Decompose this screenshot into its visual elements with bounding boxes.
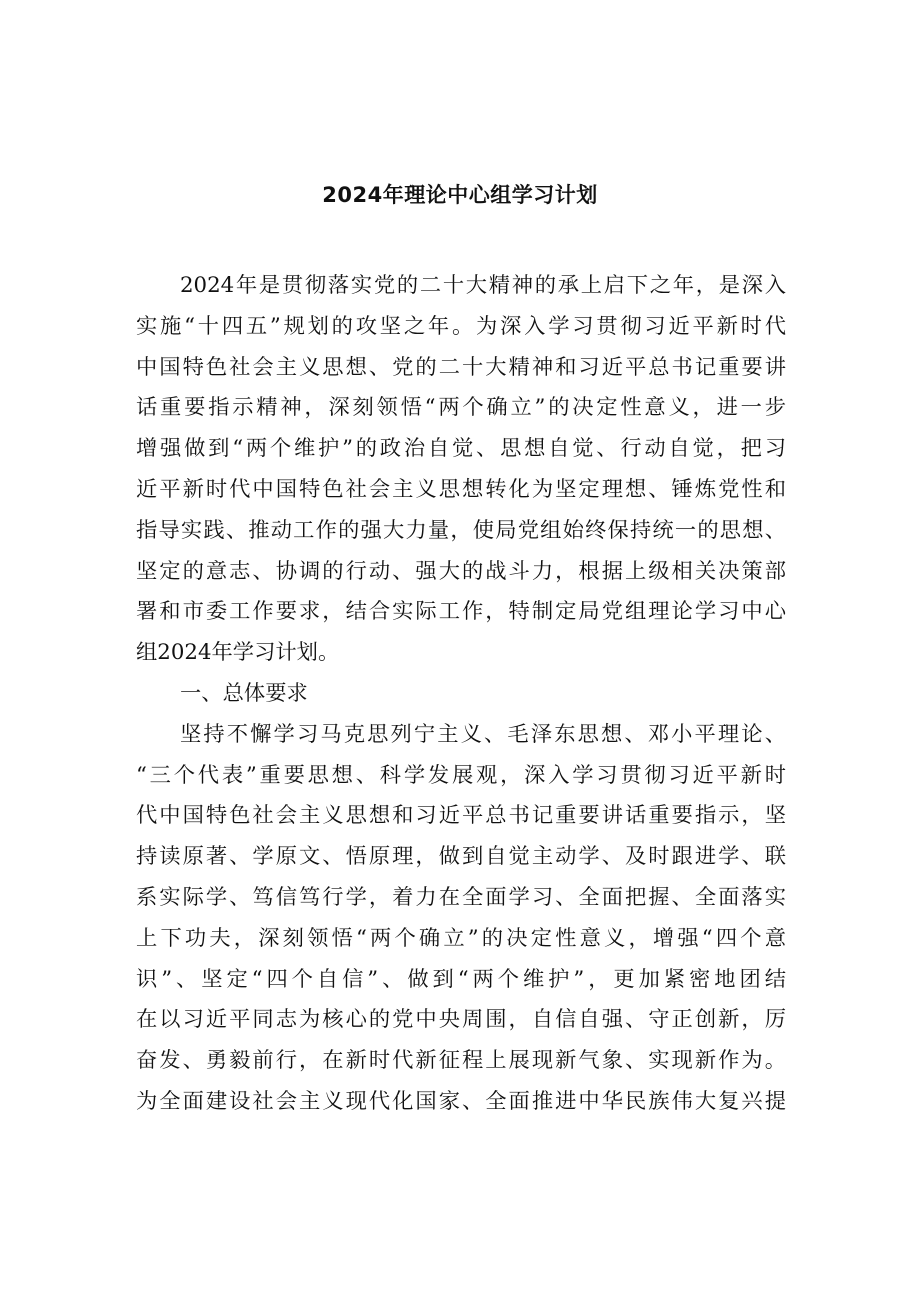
intro-line: 2024年是贯彻落实党的二十大精神的承上启下之年，是深入 <box>180 273 786 298</box>
document-body <box>136 266 786 1123</box>
intro-line: 实施“十四五”规划的攻坚之年。为深入学习贯彻习近平新时代 <box>136 313 786 339</box>
section-line: “三个代表”重要思想、科学发展观，深入学习贯彻习近平新时 <box>136 762 786 788</box>
section-line: 奋发、勇毅前行，在新时代新征程上展现新气象、实现新作为。 <box>136 1048 786 1074</box>
intro-line: 组2024年学习计划。 <box>136 640 340 666</box>
intro-line: 中国特色社会主义思想、党的二十大精神和习近平总书记重要讲 <box>136 354 786 380</box>
section-line: 识”、坚定“四个自信”、做到“两个维护”，更加紧密地团结 <box>136 966 786 992</box>
intro-line: 增强做到“两个维护”的政治自觉、思想自觉、行动自觉，把习 <box>136 436 786 462</box>
document-title: 2024年理论中心组学习计划 <box>322 183 598 207</box>
section-line: 为全面建设社会主义现代化国家、全面推进中华民族伟大复兴提 <box>136 1088 786 1114</box>
section-line: 上下功夫，深刻领悟“两个确立”的决定性意义，增强“四个意 <box>136 925 786 951</box>
intro-line: 话重要指示精神，深刻领悟“两个确立”的决定性意义，进一步 <box>136 395 786 421</box>
intro-line: 近平新时代中国特色社会主义思想转化为坚定理想、锤炼党性和 <box>136 476 786 502</box>
intro-line: 坚定的意志、协调的行动、强大的战斗力，根据上级相关决策部 <box>136 558 786 584</box>
section-line: 持读原著、学原文、悟原理，做到自觉主动学、及时跟进学、联 <box>136 844 786 870</box>
section-line: 在以习近平同志为核心的党中央周围，自信自强、守正创新，厉 <box>136 1007 786 1033</box>
section-line: 系实际学、笃信笃行学，着力在全面学习、全面把握、全面落实 <box>136 884 786 910</box>
intro-line: 署和市委工作要求，结合实际工作，特制定局党组理论学习中心 <box>136 599 786 625</box>
section-heading: 一、总体要求 <box>180 680 308 706</box>
section-line: 坚持不懈学习马克思列宁主义、毛泽东思想、邓小平理论、 <box>180 721 786 747</box>
intro-line: 指导实践、推动工作的强大力量，使局党组始终保持统一的思想、 <box>136 517 786 543</box>
section-line: 代中国特色社会主义思想和习近平总书记重要讲话重要指示，坚 <box>136 803 786 829</box>
